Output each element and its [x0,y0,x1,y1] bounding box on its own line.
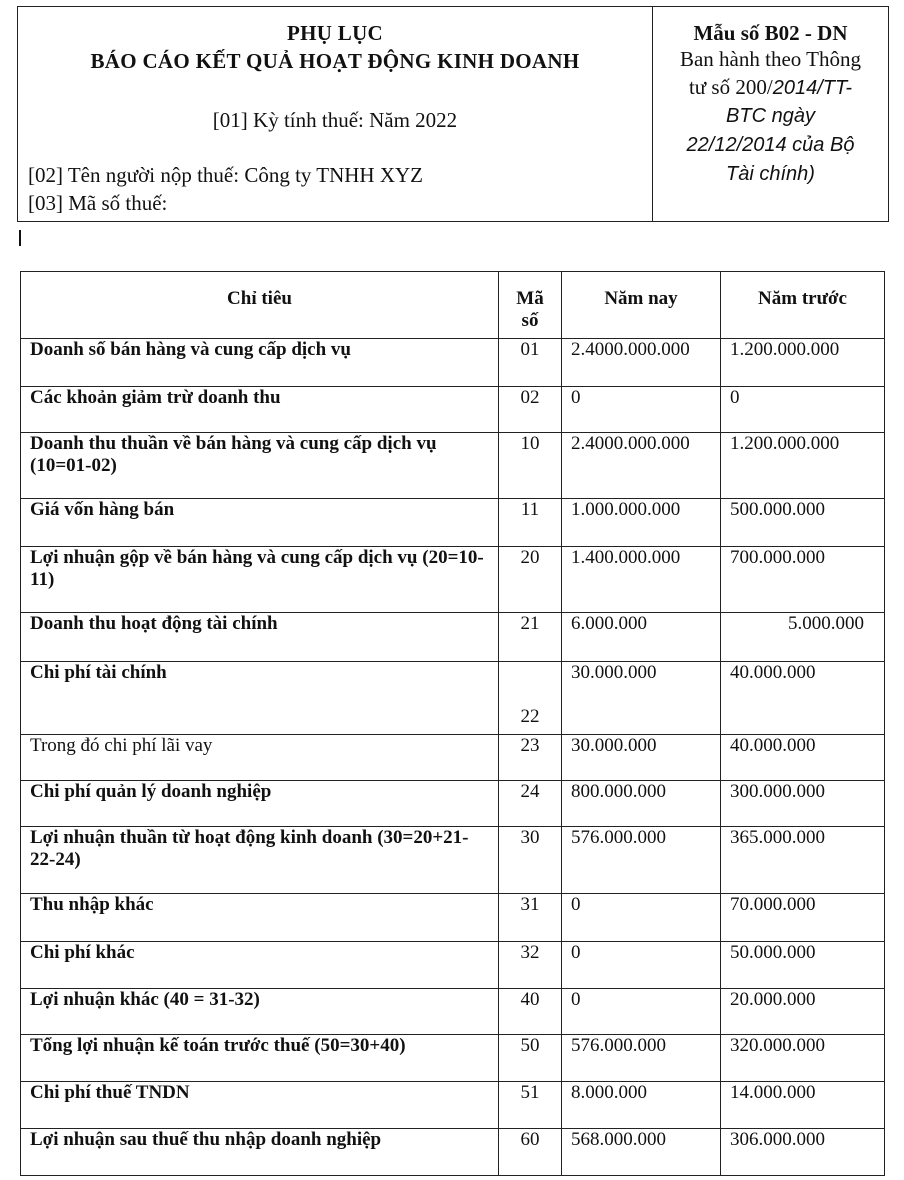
issued-line-3: BTC ngày [726,105,815,127]
row-item: Chi phí quản lý doanh nghiệp [21,781,499,827]
row-previous: 0 [721,387,885,433]
taxpayer-name: [02] Tên người nộp thuế: Công ty TNHH XYZ [28,163,424,187]
header-code-line2: số [521,310,539,331]
row-previous: 5.000.000 [721,613,885,662]
row-code: 01 [499,339,562,387]
row-previous: 306.000.000 [721,1129,885,1176]
row-previous: 14.000.000 [721,1082,885,1129]
row-previous: 70.000.000 [721,894,885,942]
row-item: Doanh thu hoạt động tài chính [21,613,499,662]
row-current: 2.4000.000.000 [562,433,721,499]
table-row [21,942,885,989]
row-code: 30 [499,827,562,894]
row-code: 60 [499,1129,562,1176]
row-current: 6.000.000 [562,613,721,662]
row-item: Các khoản giảm trừ doanh thu [21,387,499,433]
table-row [21,989,885,1035]
row-current: 0 [562,942,721,989]
row-previous: 40.000.000 [721,735,885,781]
row-code: 24 [499,781,562,827]
issued-line-2 [653,73,888,102]
row-current: 8.000.000 [562,1082,721,1129]
row-code: 10 [499,433,562,499]
form-code: Mẫu số B02 - DN [693,21,848,45]
row-item: Giá vốn hàng bán [21,499,499,547]
table-row [21,1129,885,1176]
row-current: 30.000.000 [562,735,721,781]
row-item: Lợi nhuận thuần từ hoạt động kinh doanh (30=20+21-22-24) [21,827,499,894]
row-previous: 50.000.000 [721,942,885,989]
table-header-row [21,272,885,339]
header-code-line1: Mã [516,288,544,309]
table-row [21,894,885,942]
row-code: 22 [499,662,562,735]
row-previous: 500.000.000 [721,499,885,547]
text-cursor [19,230,21,246]
table-row [21,547,885,613]
table-row [21,781,885,827]
table-row [21,735,885,781]
header-code [499,272,562,339]
row-item: Doanh số bán hàng và cung cấp dịch vụ [21,339,499,387]
form-info-block [653,7,888,221]
row-code: 20 [499,547,562,613]
table-row [21,827,885,894]
row-item: Chi phí tài chính [21,662,499,735]
row-item: Lợi nhuận gộp về bán hàng và cung cấp dịch vụ (20=10-11) [21,547,499,613]
table-row [21,1035,885,1082]
header-item: Chỉ tiêu [21,272,499,339]
table-row [21,339,885,387]
row-item: Lợi nhuận khác (40 = 31-32) [21,989,499,1035]
table-row [21,613,885,662]
row-current: 1.400.000.000 [562,547,721,613]
table-row [21,499,885,547]
row-current: 576.000.000 [562,1035,721,1082]
issued-line-4: 22/12/2014 của Bộ [686,134,855,156]
table-row [21,433,885,499]
row-current: 0 [562,894,721,942]
row-current: 0 [562,387,721,433]
row-code: 23 [499,735,562,781]
row-code: 02 [499,387,562,433]
row-previous: 20.000.000 [721,989,885,1035]
row-item: Doanh thu thuần về bán hàng và cung cấp dịch vụ (10=01-02) [21,433,499,499]
row-item: Tổng lợi nhuận kế toán trước thuế (50=30+40) [21,1035,499,1082]
report-header [17,6,889,222]
row-current: 800.000.000 [562,781,721,827]
row-item: Lợi nhuận sau thuế thu nhập doanh nghiệp [21,1129,499,1176]
header-current-year: Năm nay [562,272,721,339]
row-previous: 1.200.000.000 [721,433,885,499]
issued-line-1: Ban hành theo Thông [679,47,861,71]
table-row [21,662,885,735]
table-row [21,1082,885,1129]
row-current: 1.000.000.000 [562,499,721,547]
row-previous: 300.000.000 [721,781,885,827]
row-current: 0 [562,989,721,1035]
row-code: 32 [499,942,562,989]
report-title: BÁO CÁO KẾT QUẢ HOẠT ĐỘNG KINH DOANH [90,49,580,73]
table-row [21,387,885,433]
row-item: Trong đó chi phí lãi vay [21,735,499,781]
row-current: 576.000.000 [562,827,721,894]
row-previous: 365.000.000 [721,827,885,894]
row-previous: 1.200.000.000 [721,339,885,387]
row-previous: 700.000.000 [721,547,885,613]
issued-line-5: Tài chính) [726,163,815,185]
row-code: 31 [499,894,562,942]
tax-code: [03] Mã số thuế: [28,191,168,215]
row-code: 21 [499,613,562,662]
row-code: 51 [499,1082,562,1129]
row-code: 40 [499,989,562,1035]
row-current: 2.4000.000.000 [562,339,721,387]
row-code: 50 [499,1035,562,1082]
header-previous-year: Năm trước [721,272,885,339]
row-item: Chi phí khác [21,942,499,989]
tax-period: [01] Kỳ tính thuế: Năm 2022 [212,108,458,132]
appendix-title: PHỤ LỤC [286,21,383,45]
row-code: 11 [499,499,562,547]
row-item: Thu nhập khác [21,894,499,942]
row-current: 568.000.000 [562,1129,721,1176]
row-previous: 320.000.000 [721,1035,885,1082]
row-previous: 40.000.000 [721,662,885,735]
issued-line-2a: tư số 200/ [688,75,773,99]
row-item: Chi phí thuế TNDN [21,1082,499,1129]
report-title-block [18,7,653,221]
row-current: 30.000.000 [562,662,721,735]
issued-line-2b: 2014/TT- [772,77,853,99]
income-statement-table [20,271,885,1176]
